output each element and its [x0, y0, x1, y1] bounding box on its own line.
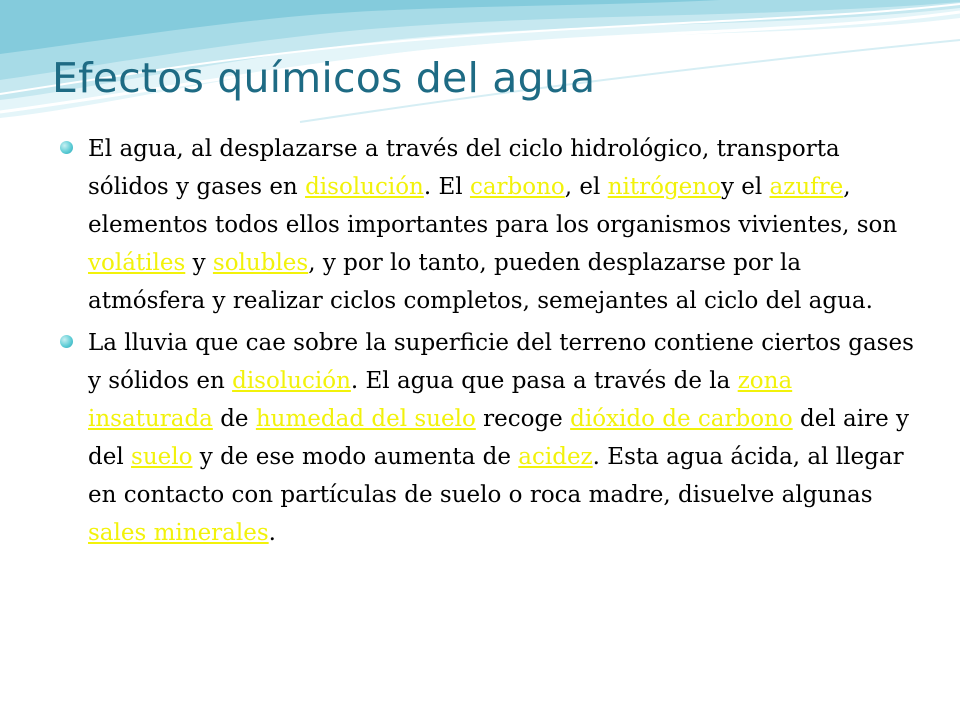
link-sales-minerales[interactable]: sales minerales [88, 520, 269, 546]
bullet-item [60, 324, 920, 552]
bullet-text [88, 330, 914, 546]
text-segment: . [268, 520, 276, 546]
link-azufre[interactable]: azufre [769, 174, 844, 200]
link-volátiles[interactable]: volátiles [88, 250, 186, 276]
bullet-item [60, 130, 920, 320]
text-segment: , el [564, 174, 608, 200]
link-acidez[interactable]: acidez [518, 444, 593, 470]
link-disolución[interactable]: disolución [305, 174, 424, 200]
round-bullet-icon [60, 141, 73, 154]
link-carbono[interactable]: carbono [469, 174, 565, 200]
text-segment: El agua, al desplazarse a través del ciclo hidrológico, transporta sólidos y gases en [88, 136, 840, 200]
text-segment: La lluvia que cae sobre la superficie del terreno contiene ciertos gases y sólidos en [88, 330, 914, 394]
text-segment: y el [720, 174, 770, 200]
bullet-list [60, 130, 920, 552]
link-suelo[interactable]: suelo [131, 444, 193, 470]
text-segment: del aire y del [88, 406, 910, 470]
round-bullet-icon [60, 335, 73, 348]
slide-title: Efectos químicos del agua [52, 54, 596, 102]
text-segment: . El agua que pasa a través de la [350, 368, 738, 394]
link-dióxido-de-carbono[interactable]: dióxido de carbono [570, 406, 793, 432]
link-humedad-del-suelo[interactable]: humedad del suelo [255, 406, 476, 432]
link-zona-insaturada[interactable]: zona insaturada [88, 368, 793, 432]
text-segment: y [185, 250, 213, 276]
link-disolución[interactable]: disolución [232, 368, 351, 394]
bullet-text [88, 136, 897, 314]
text-segment: , elementos todos ellos importantes para los organismos vivientes, son [88, 174, 898, 238]
link-nitrógeno[interactable]: nitrógeno [607, 174, 721, 200]
text-segment: recoge [475, 406, 571, 432]
text-segment: . El [423, 174, 470, 200]
text-segment: . Esta agua ácida, al llegar en contacto con partículas de suelo o roca madre, disuelve algunas [88, 444, 904, 508]
link-solubles[interactable]: solubles [212, 250, 309, 276]
text-segment: y de ese modo aumenta de [192, 444, 519, 470]
text-segment: de [212, 406, 256, 432]
text-segment: , y por lo tanto, pueden desplazarse por la atmósfera y realizar ciclos completos, semejantes al ciclo del agua. [88, 250, 873, 314]
